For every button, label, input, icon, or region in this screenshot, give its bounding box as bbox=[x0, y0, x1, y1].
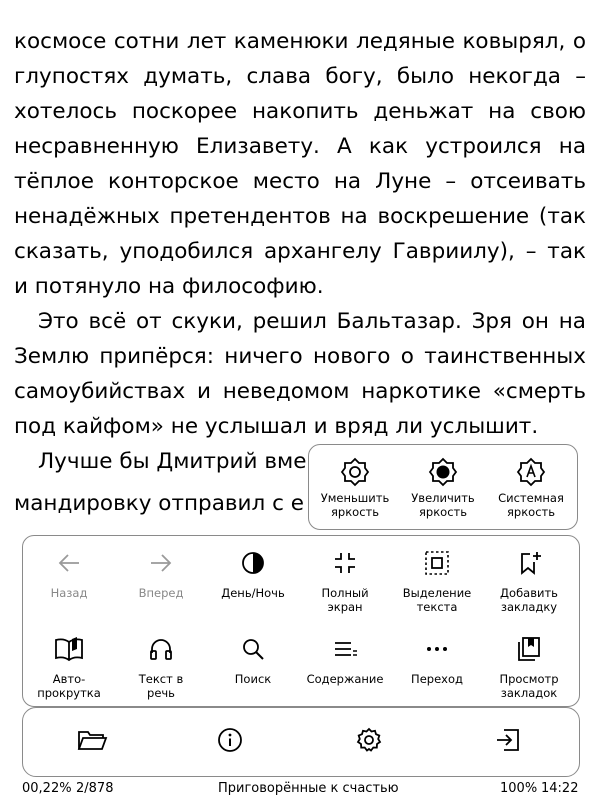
brightness-low-icon bbox=[309, 455, 401, 489]
system-brightness-button[interactable] bbox=[485, 455, 577, 519]
book-autoscroll-icon bbox=[23, 632, 115, 666]
brightness-high-icon bbox=[397, 455, 489, 489]
day-night-label: День/Ночь bbox=[221, 586, 285, 600]
text-select-icon bbox=[391, 546, 483, 580]
back-label: Назад bbox=[50, 586, 88, 600]
search-button[interactable] bbox=[207, 632, 299, 686]
status-bar bbox=[0, 778, 600, 800]
decrease-brightness-label: Уменьшить яркость bbox=[320, 491, 390, 519]
paragraph-partial: Лучше бы Дмитрий вме bbox=[38, 449, 307, 474]
autoscroll-button[interactable] bbox=[23, 632, 115, 700]
contents-label: Содержание bbox=[306, 672, 384, 686]
clock: 14:22 bbox=[541, 781, 579, 796]
more-dots-icon bbox=[391, 632, 483, 666]
bookmark-add-icon bbox=[483, 546, 575, 580]
system-brightness-label: Системная яркость bbox=[498, 491, 564, 519]
day-night-button[interactable] bbox=[207, 546, 299, 600]
contents-button[interactable] bbox=[299, 632, 391, 686]
gear-icon bbox=[355, 726, 383, 758]
book-info-button[interactable] bbox=[210, 722, 250, 762]
contents-icon bbox=[299, 632, 391, 666]
text-select-button[interactable] bbox=[391, 546, 483, 614]
settings-button[interactable] bbox=[349, 722, 389, 762]
info-icon bbox=[216, 726, 244, 758]
bottom-toolbar bbox=[22, 707, 580, 777]
book-title: Приговорённые к счастью bbox=[218, 781, 399, 796]
page-counter: 2/878 bbox=[76, 781, 114, 796]
reading-progress: 00,22% bbox=[22, 781, 72, 796]
search-icon bbox=[207, 632, 299, 666]
fullscreen-icon bbox=[299, 546, 391, 580]
reader-menu bbox=[22, 535, 580, 707]
text-to-speech-label: Текст в речь bbox=[138, 672, 184, 700]
book-page-text bbox=[14, 24, 586, 479]
battery-level: 100% bbox=[500, 781, 538, 796]
goto-button[interactable] bbox=[391, 632, 483, 686]
fullscreen-label: Полный экран bbox=[321, 586, 369, 614]
paragraph-partial-2: мандировку отправил с е bbox=[14, 491, 304, 516]
increase-brightness-label: Увеличить яркость bbox=[411, 491, 475, 519]
decrease-brightness-button[interactable] bbox=[309, 455, 401, 519]
arrow-right-icon bbox=[115, 546, 207, 580]
text-select-label: Выделение текста bbox=[402, 586, 472, 614]
goto-label: Переход bbox=[411, 672, 463, 686]
text-to-speech-button[interactable] bbox=[115, 632, 207, 700]
bookmarks-view-icon bbox=[483, 632, 575, 666]
paragraph: Это всё от скуки, решил Бальтазар. Зря он на Землю припёрся: ничего нового о таинственных самоубийствах и неведомом наркотике «смерть под кайфом» не услышал и вряд ли услышит. bbox=[14, 309, 586, 439]
increase-brightness-button[interactable] bbox=[397, 455, 489, 519]
contrast-icon bbox=[207, 546, 299, 580]
autoscroll-label: Авто- прокрутка bbox=[37, 672, 101, 700]
forward-label: Вперед bbox=[138, 586, 184, 600]
paragraph: космосе сотни лет каменюки ледяные ковырял, о глупостях думать, слава богу, было некогда – хотелось поскорее накопить деньжат на свою несравненную Елизавету. А как устроился на тёплое конторское место на Луне – отсеивать ненадёжных претендентов на воскрешение (так сказать, уподобился архангелу Гавриилу), – так и потянуло на философию. bbox=[14, 29, 586, 299]
brightness-panel bbox=[308, 444, 578, 530]
forward-button[interactable] bbox=[115, 546, 207, 600]
add-bookmark-label: Добавить закладку bbox=[500, 586, 558, 614]
back-button[interactable] bbox=[23, 546, 115, 600]
exit-icon bbox=[494, 726, 522, 758]
exit-button[interactable] bbox=[488, 722, 528, 762]
view-bookmarks-label: Просмотр закладок bbox=[499, 672, 559, 700]
open-library-button[interactable] bbox=[72, 722, 112, 762]
fullscreen-button[interactable] bbox=[299, 546, 391, 614]
view-bookmarks-button[interactable] bbox=[483, 632, 575, 700]
arrow-left-icon bbox=[23, 546, 115, 580]
folder-icon bbox=[76, 726, 108, 758]
headphones-icon bbox=[115, 632, 207, 666]
search-label: Поиск bbox=[234, 672, 272, 686]
brightness-auto-icon bbox=[485, 455, 577, 489]
add-bookmark-button[interactable] bbox=[483, 546, 575, 614]
